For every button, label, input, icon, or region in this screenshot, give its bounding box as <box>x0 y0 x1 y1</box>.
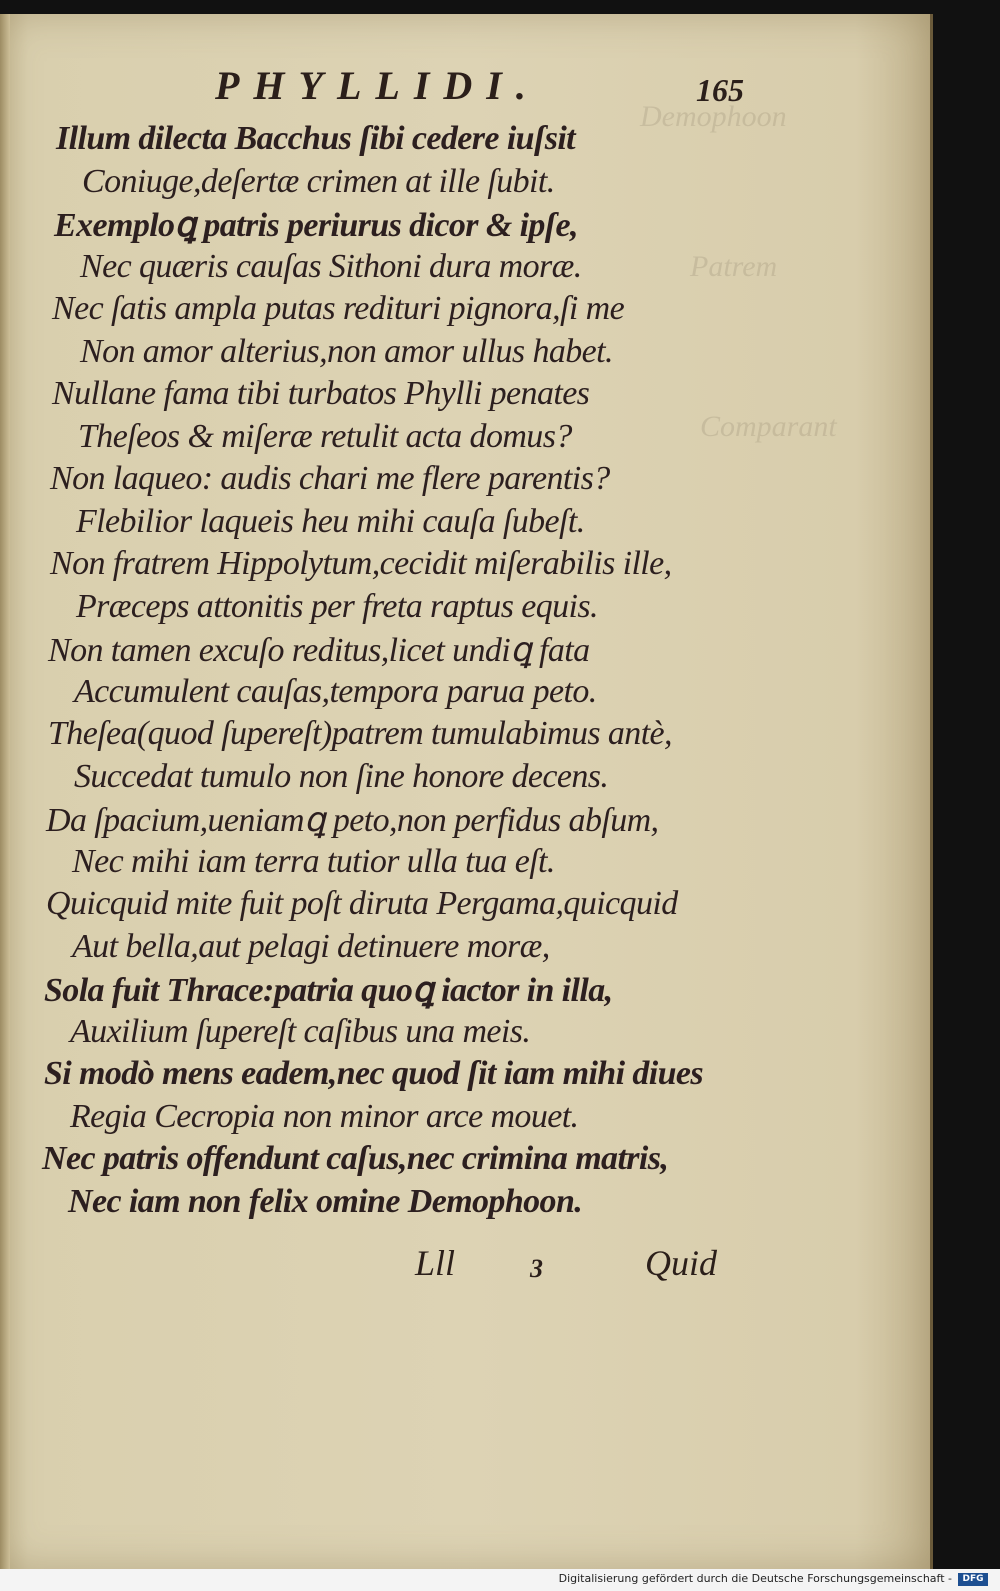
verse-line: Accumulent cauſas,tempora parua peto. <box>74 673 597 710</box>
verse-line: Succedat tumulo non ſine honore decens. <box>74 758 609 795</box>
verse-line: Exemploꝗ patris periurus dicor & ipſe, <box>54 207 578 244</box>
digitization-credit: Digitalisierung gefördert durch die Deutsche Forschungsgemeinschaft - <box>558 1572 952 1585</box>
dfg-logo-icon: DFG <box>958 1573 988 1586</box>
signature-number: 3 <box>530 1254 543 1283</box>
verse-line: Non amor alterius,non amor ullus habet. <box>80 333 613 370</box>
verse-line: Theſeos & miſeræ retulit acta domus? <box>78 418 572 455</box>
signature-mark: Lll <box>415 1243 456 1283</box>
verse-line: Coniuge,deſertæ crimen at ille ſubit. <box>82 163 555 200</box>
verse-line: Non laqueo: audis chari me flere parentis? <box>50 460 610 497</box>
verse-line: Si modò mens eadem,nec quod ſit iam mihi diues <box>44 1055 704 1092</box>
verse-line: Non tamen excuſo reditus,licet undiꝗ fata <box>48 632 590 669</box>
verse-line: Quicquid mite fuit poſt diruta Pergama,quicquid <box>46 885 678 922</box>
verse-line: Theſea(quod ſupereſt)patrem tumulabimus antè, <box>48 715 672 752</box>
verse-line: Illum dilecta Bacchus ſibi cedere iuſsit <box>56 120 576 157</box>
verse-line: Nullane fama tibi turbatos Phylli penates <box>52 375 590 412</box>
verse-line: Nec ſatis ampla putas redituri pignora,ſi me <box>52 290 625 327</box>
page-gutter <box>0 14 10 1569</box>
verse-line: Auxilium ſupereſt caſibus una meis. <box>70 1013 531 1050</box>
verse-line: Flebilior laqueis heu mihi cauſa ſubeſt. <box>76 503 585 540</box>
bleed-through-text: Patrem <box>690 250 778 283</box>
verse-line: Regia Cecropia non minor arce mouet. <box>70 1098 579 1135</box>
page-number: 165 <box>696 72 744 108</box>
verse-line: Da ſpacium,ueniamꝗ peto,non perfidus abſum, <box>46 802 659 839</box>
bleed-through-text: Demophoon <box>640 100 787 133</box>
verse-line: Nec patris offendunt caſus,nec crimina matris, <box>42 1140 669 1177</box>
verse-line: Non fratrem Hippolytum,cecidit miſerabilis ille, <box>50 545 672 582</box>
verse-line: Nec quæris cauſas Sithoni dura moræ. <box>80 248 582 285</box>
running-head: PHYLLIDI. <box>215 63 540 108</box>
catchword: Quid <box>645 1243 717 1283</box>
verse-line: Nec iam non felix omine Demophoon. <box>68 1183 583 1220</box>
verse-line: Sola fuit Thrace:patria quoꝗ iactor in illa, <box>44 972 613 1009</box>
verse-line: Præceps attonitis per freta raptus equis. <box>76 588 598 625</box>
verse-line: Nec mihi iam terra tutior ulla tua eſt. <box>72 843 555 880</box>
bleed-through-text: Comparant <box>700 410 837 443</box>
verse-line: Aut bella,aut pelagi detinuere moræ, <box>72 928 550 965</box>
